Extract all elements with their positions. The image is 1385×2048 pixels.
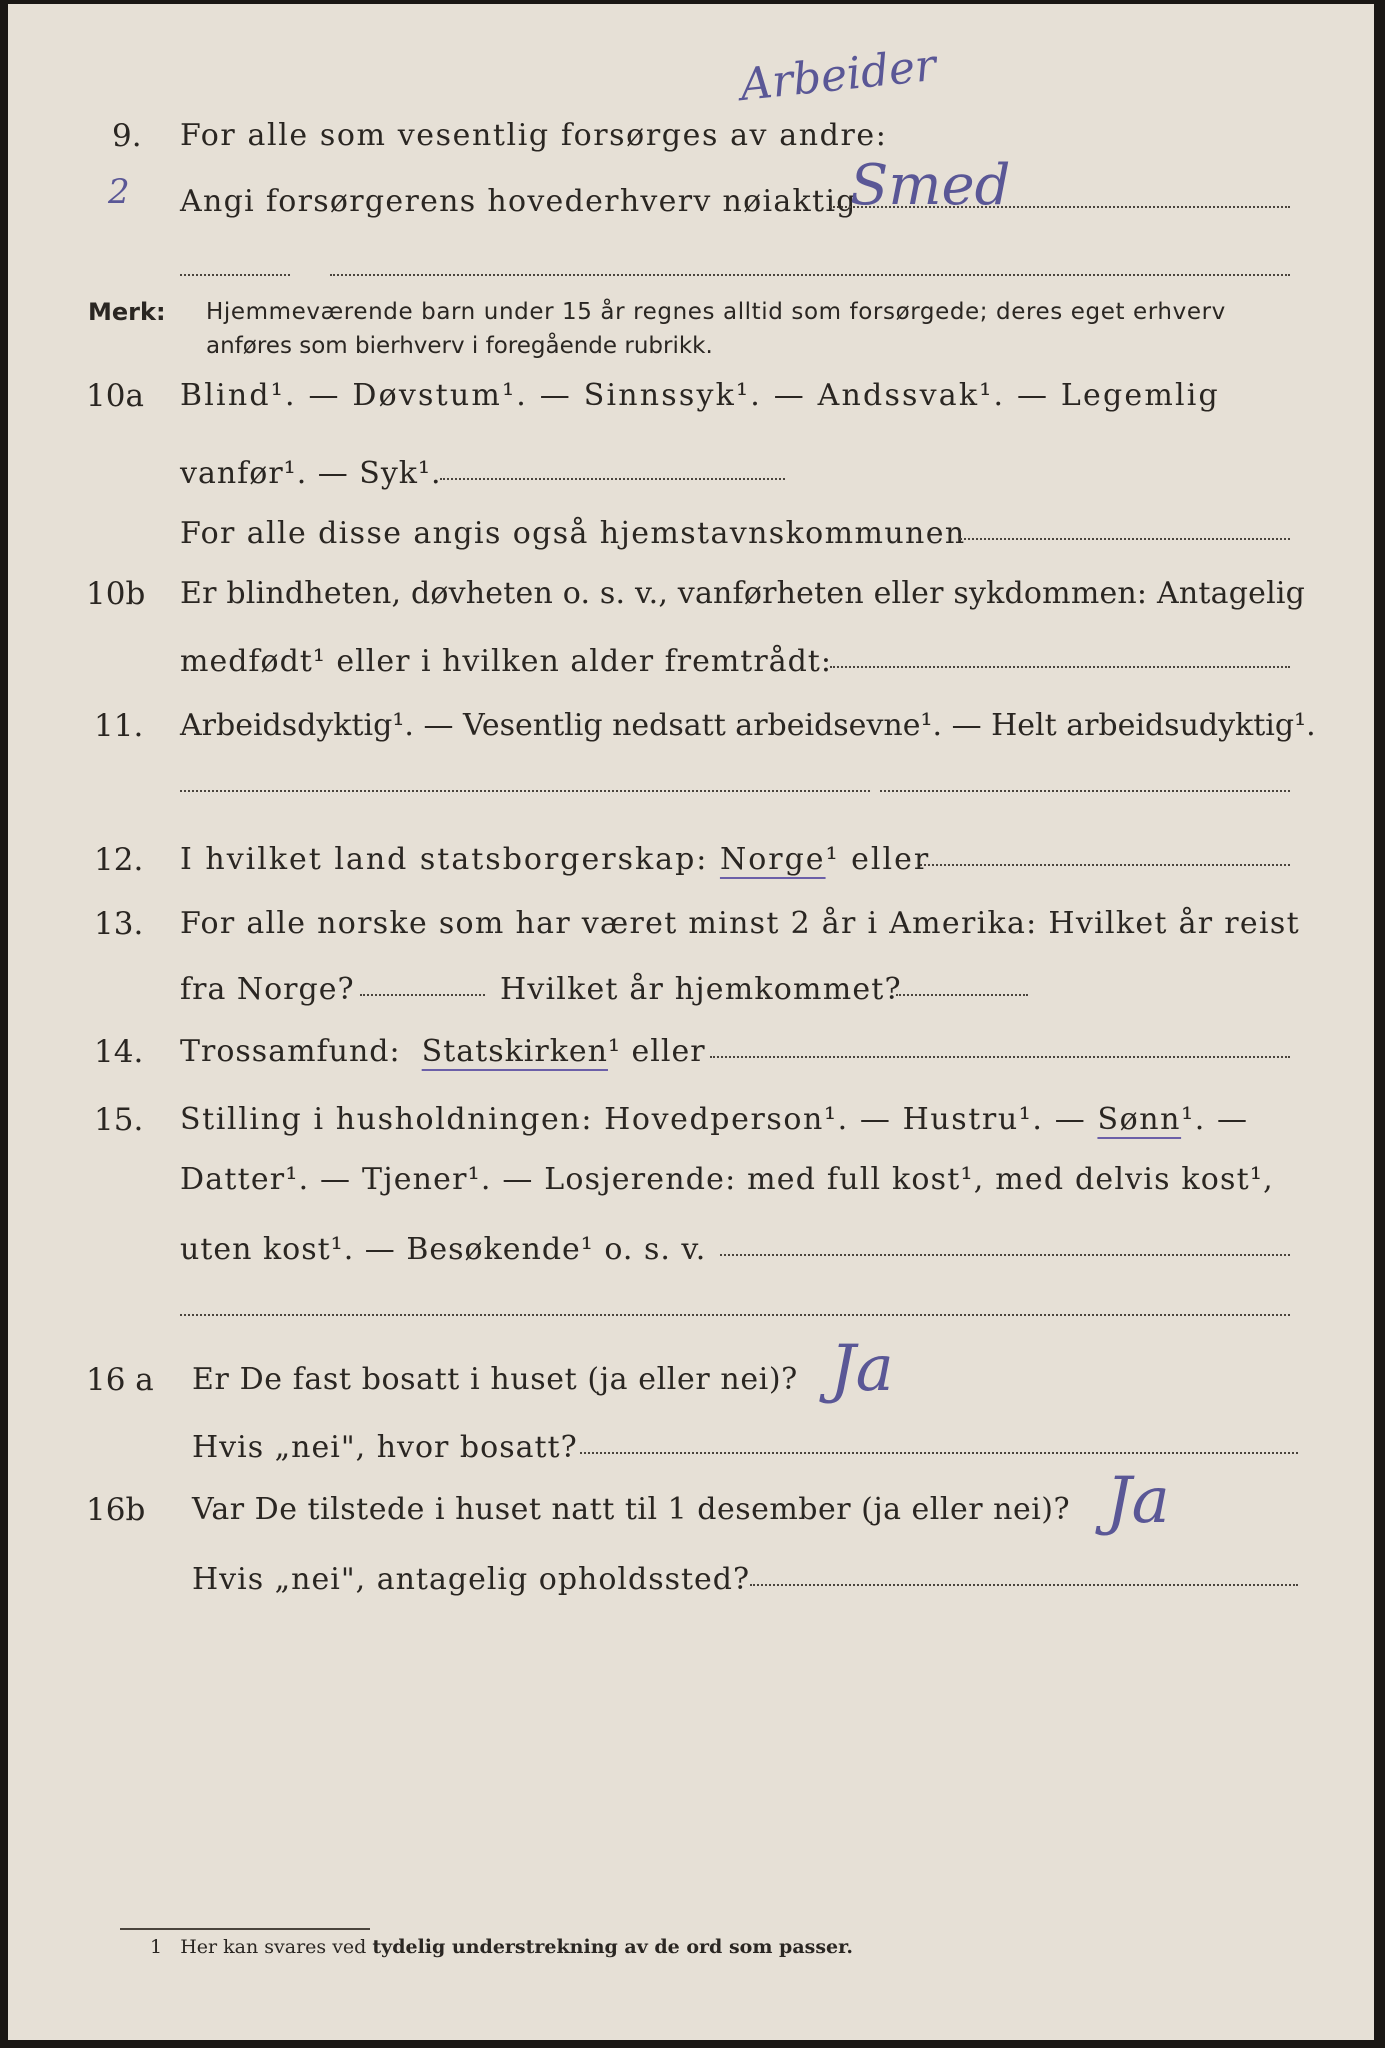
q16b-line1: Var De tilstede i huset natt til 1 desember (ja eller nei)? [192, 1492, 1071, 1527]
q11-answer-line-left [180, 790, 870, 792]
q12-line [180, 840, 930, 880]
q14-answer-line [710, 1056, 1290, 1058]
q10a-line2-answer [440, 478, 785, 480]
q15-line1-prefix: Stilling i husholdningen: Hovedperson¹. — Hustru¹. — [180, 1102, 1087, 1137]
q10a-line3: For alle disse angis også hjemstavnskommunen [180, 516, 966, 551]
q9-line1: For alle som vesentlig forsørges av andre: [180, 118, 888, 153]
q16b-line2: Hvis „nei", antagelig opholdssted? [192, 1562, 751, 1597]
q14-prefix: Trossamfund: [180, 1034, 401, 1069]
q16a-number: 16 a [86, 1362, 154, 1398]
footnote-text-bold: tydelig understrekning av de ord som passer. [372, 1936, 853, 1958]
q12-underlined-norge: Norge [719, 842, 826, 877]
footnote-rule [120, 1928, 370, 1930]
q10b-line1: Er blindheten, døvheten o. s. v., vanførheten eller sykdommen: Antagelig [180, 576, 1306, 611]
footnote-text-plain: Her kan svares ved [180, 1936, 367, 1958]
q11-answer-line-right [880, 790, 1290, 792]
q15-underlined-sonn: Sønn [1097, 1102, 1182, 1137]
handwritten-q16b-answer: Ja [1106, 1464, 1170, 1538]
q16b-number: 16b [86, 1492, 146, 1528]
q13-number: 13. [94, 906, 144, 942]
q15-number: 15. [94, 1102, 144, 1138]
handwritten-provider-occupation: Smed [850, 153, 1011, 218]
q15-extra-answer [180, 1314, 1290, 1316]
q10b-line2: medfødt¹ eller i hvilken alder fremtrådt: [180, 644, 832, 679]
q11-line1: Arbeidsdyktig¹. — Vesentlig nedsatt arbeidsevne¹. — Helt arbeidsudyktig¹. [180, 708, 1316, 743]
census-form-page [8, 4, 1374, 2040]
q10b-answer-line [830, 666, 1290, 668]
q14-suffix: ¹ eller [607, 1034, 706, 1069]
footnote-marker: 1 [150, 1936, 163, 1958]
q13-line2a: fra Norge? [180, 972, 355, 1007]
q13-hjemkommet-answer [896, 994, 1028, 996]
q15-line3: uten kost¹. — Besøkende¹ o. s. v. [180, 1232, 707, 1267]
q12-number: 12. [94, 842, 144, 878]
q10b-number: 10b [86, 576, 146, 612]
q12-suffix: ¹ eller [825, 842, 931, 877]
q9-number: 9. [112, 118, 142, 154]
q10a-line3-answer [960, 538, 1290, 540]
q16a-answer-line [580, 1452, 1298, 1454]
q10a-number: 10a [86, 378, 144, 414]
q9-extra-line-left [180, 274, 290, 276]
q16a-line1: Er De fast bosatt i huset (ja eller nei)? [192, 1362, 798, 1397]
q14-number: 14. [94, 1034, 144, 1070]
q11-number: 11. [94, 708, 144, 744]
q13-line1: For alle norske som har været minst 2 år i Amerika: Hvilket år reist [180, 906, 1300, 941]
q13-reist-answer [360, 994, 485, 996]
handwritten-margin-mark: 2 [108, 172, 130, 212]
q9-extra-line-right [330, 274, 1290, 276]
q13-line2b: Hvilket år hjemkommet? [500, 972, 902, 1007]
q14-underlined-statskirken: Statskirken [421, 1034, 608, 1069]
footnote [150, 1934, 853, 1960]
q15-line2: Datter¹. — Tjener¹. — Losjerende: med full kost¹, med delvis kost¹, [180, 1162, 1274, 1197]
q10a-line1: Blind¹. — Døvstum¹. — Sinnssyk¹. — Andssvak¹. — Legemlig [180, 378, 1220, 413]
handwritten-q16a-answer: Ja [830, 1332, 894, 1406]
merk-line1: Hjemmeværende barn under 15 år regnes alltid som forsørgede; deres eget erhverv [206, 299, 1226, 325]
merk-line2: anføres som bierhverv i foregående rubrikk. [206, 333, 713, 359]
q15-line1 [180, 1100, 1249, 1140]
q15-line3-answer [720, 1254, 1290, 1256]
q10a-line2: vanfør¹. — Syk¹. [180, 456, 442, 491]
q12-prefix: I hvilket land statsborgerskap: [180, 842, 709, 877]
q14-line [180, 1032, 706, 1072]
handwritten-annotation-top: Arbeider [737, 39, 939, 112]
q16a-line2: Hvis „nei", hvor bosatt? [192, 1430, 578, 1465]
merk-label: Merk: [88, 298, 166, 326]
q15-line1-suffix: ¹. — [1181, 1102, 1249, 1137]
q16b-answer-line [750, 1584, 1298, 1586]
q9-line2: Angi forsørgerens hovederhverv nøiaktig [180, 184, 857, 219]
q12-answer-line [920, 864, 1290, 866]
